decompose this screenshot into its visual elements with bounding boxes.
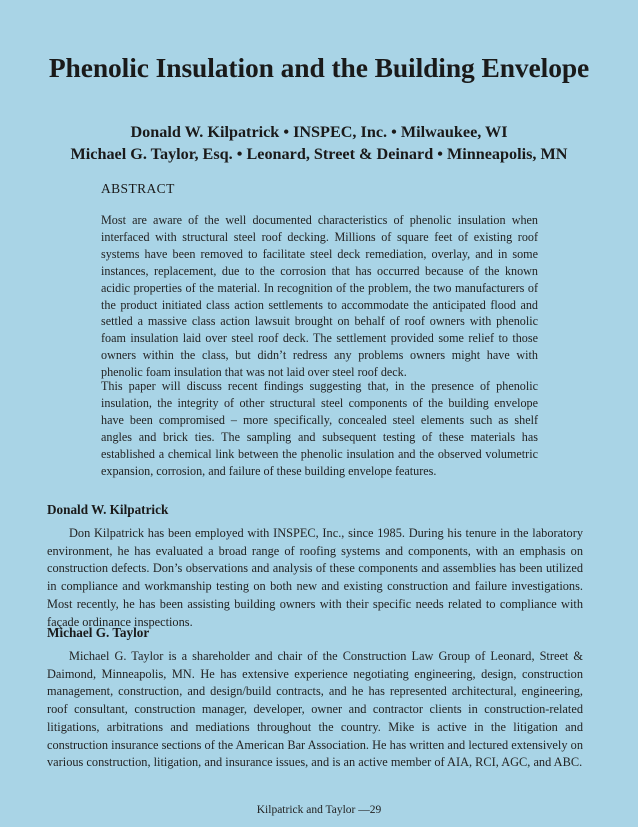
abstract-heading: ABSTRACT [101, 181, 175, 196]
page-footer: Kilpatrick and Taylor —29 [256, 804, 382, 816]
abstract-paragraph-2: This paper will discuss recent findings suggesting that, in the presence of phenolic insulation, the integrity of other structural steel components of the building envelope have been compromised – more specifically, concealed steel elements such as shelf angles and brick ties. The sampling and subsequent testing of these materials has established a chemical link between the phenolic insulation and the observed volumetric expansion, corrosion, and failure of these building envelope features. [101, 379, 538, 478]
bio-heading-kilpatrick: Donald W. Kilpatrick [47, 502, 169, 517]
paper-title: Phenolic Insulation and the Building Envelope [48, 52, 590, 83]
bio-text-taylor: Michael G. Taylor is a shareholder and chair of the Construction Law Group of Leonard, Street & Daimond, Minneapolis, MN. He has extensive experience negotiating engineering, design, construction management, construction, and design/build contracts, and he has represented architectural, engineering, roof consultant, construction manager, developer, owner and contractor clients in construction-related litigations, arbitrations and mediations throughout the country. Mike is active in the litigation and construction insurance sections of the American Bar Association. He has written and lectured extensively on various construction, litigation, and insurance issues, and is an active member of AIA, RCI, AGC, and ABC. [47, 649, 583, 770]
author-block [0, 121, 638, 165]
bio-heading-taylor: Michael G. Taylor [47, 625, 150, 640]
bio-text-kilpatrick: Don Kilpatrick has been employed with INSPEC, Inc., since 1985. During his tenure in the laboratory environment, he has evaluated a broad range of roofing systems and components, with an emphasis on construction defects. Don’s observations and analysis of these components and assemblies has been utilized in compliance and workmanship testing on both new and existing construction and failure investigations. Most recently, he has been assisting building owners with their specific needs related to compliance with façade ordinance inspections. [47, 526, 583, 629]
author-line-taylor: Michael G. Taylor, Esq. • Leonard, Street & Deinard • Minneapolis, MN [70, 145, 568, 163]
abstract-paragraph-1: Most are aware of the well documented characteristics of phenolic insulation when interfaced with structural steel roof decking. Millions of square feet of existing roof systems have been removed to facilitate steel deck remediation, overlay, and in some instances, replacement, due to the corrosion that has occurred because of the known acidic properties of the material. In recognition of the problem, the two manufacturers of the product initiated class action settlements to accommodate the anticipated flood and settled a massive class action lawsuit brought on behalf of roof owners with phenolic foam insulation laid over steel roof deck. The settlement provided some relief to those owners within the class, but didn’t redress any problems owners might have with phenolic foam insulation that was not laid over steel roof deck. [101, 213, 538, 380]
author-line-kilpatrick: Donald W. Kilpatrick • INSPEC, Inc. • Milwaukee, WI [130, 123, 508, 141]
